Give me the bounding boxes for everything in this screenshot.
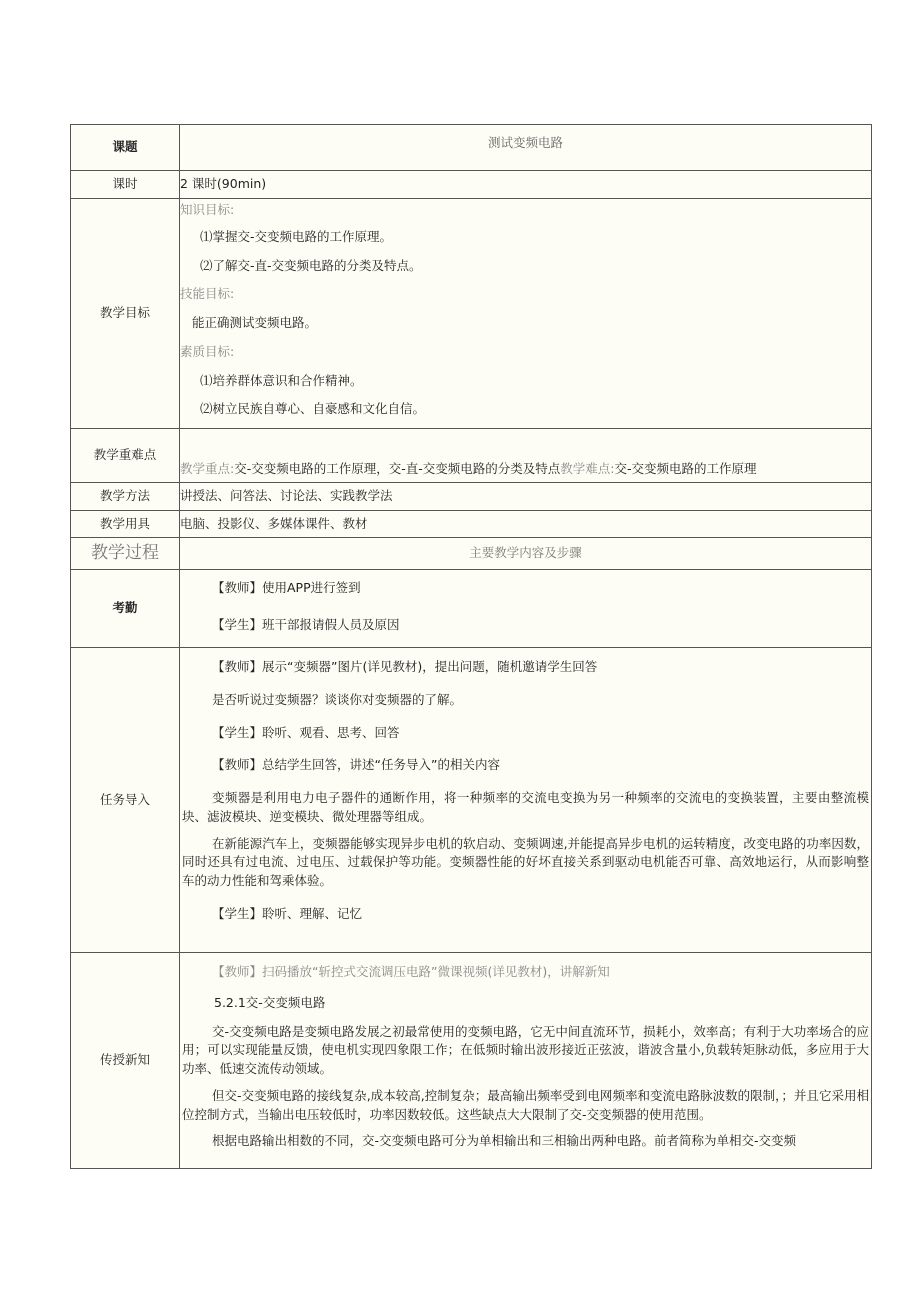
teach-paragraph-1: 交-交变频电路是变频电路发展之初最常使用的变频电路，它无中间直流环节，损耗小，效率高；有利于大功率场合的应用；可以实现能量反馈，使电机实现四象限工作；在低频时输出波形接近正弦波，谐波含量小,负载转矩脉动低，多应用于大功率、低速交流传动领域。 <box>182 1023 869 1076</box>
row-process-head <box>71 538 872 570</box>
content-heading: 主要教学内容及步骤 <box>180 538 872 570</box>
key-heading: 教学重点: <box>180 461 235 476</box>
intro-student-2: 【学生】聆听、理解、记忆 <box>212 905 363 921</box>
goals-label: 教学目标 <box>71 199 180 429</box>
intro-student-1: 【学生】聆听、观看、思考、回答 <box>212 724 400 740</box>
quality-item-1: ⑴培养群体意识和合作精神。 <box>200 372 363 388</box>
quality-item-2: ⑵树立民族自尊心、自豪感和文化自信。 <box>200 401 426 417</box>
hours-value: 2 课时(90min) <box>180 176 267 192</box>
row-teach <box>71 953 872 1169</box>
intro-teacher-2: 【教师】总结学生回答，讲述“任务导入”的相关内容 <box>212 757 500 773</box>
key-text: 交-交变频电路的工作原理，交-直-交变频电路的分类及特点 <box>234 461 561 476</box>
row-attendance <box>71 570 872 648</box>
quality-heading: 素质目标: <box>180 343 235 359</box>
intro-paragraph-1: 变频器是利用电力电子器件的通断作用，将一种频率的交流电变换为另一种频率的交流电的变换装置，主要由整流模块、滤波模块、逆变模块、微处理器等组成。 <box>182 790 869 824</box>
key-points-label: 教学重难点 <box>71 429 180 483</box>
intro-teacher-1: 【教师】展示“变频器”图片(详见教材)，提出问题，随机邀请学生回答 <box>212 659 598 674</box>
lesson-plan-table <box>70 124 872 1169</box>
tools-label: 教学用具 <box>71 511 180 538</box>
knowledge-item-1: ⑴掌握交-交变频电路的工作原理。 <box>200 228 393 244</box>
tools-value: 电脑、投影仪、多媒体课件、教材 <box>180 515 368 531</box>
attendance-student: 【学生】班干部报请假人员及原因 <box>212 616 400 632</box>
intro-paragraph-2: 在新能源汽车上，变频器能够实现异步电机的软启动、变频调速,并能提高异步电机的运转精度，改变电路的功率因数，同时还具有过电流、过电压、过载保护等功能。变频器性能的好坏直接关系到驱动电机能否可靠、高效地运行，从而影响整车的动力性能和驾乘体验。 <box>182 835 869 888</box>
teach-teacher: 【教师】扫码播放“斩控式交流调压电路”微课视频(详见教材)，讲解新知 <box>212 964 610 979</box>
skill-heading: 技能目标: <box>180 286 235 302</box>
process-heading: 教学过程 <box>71 538 180 570</box>
row-topic <box>71 125 872 171</box>
knowledge-item-2: ⑵了解交-直-交变频电路的分类及特点。 <box>200 257 422 273</box>
methods-label: 教学方法 <box>71 483 180 511</box>
topic-title: 测试变频电路 <box>180 125 872 171</box>
teach-section-title: 5.2.1交-交变频电路 <box>214 994 326 1010</box>
difficulty-text: 交-交变频电路的工作原理 <box>614 461 757 476</box>
teach-label: 传授新知 <box>71 953 180 1169</box>
attendance-teacher: 【教师】使用APP进行签到 <box>212 580 361 595</box>
teach-paragraph-2: 但交-交变频电路的接线复杂,成本较高,控制复杂；最高输出频率受到电网频率和变流电路脉波数的限制，；并且它采用相位控制方式，当输出电压较低时，功率因数较低。这些缺点大大限制了交-交变频器的使用范围。 <box>182 1087 869 1122</box>
hours-label: 课时 <box>71 171 180 199</box>
teach-paragraph-3: 根据电路输出相数的不同，交-交变频电路可分为单相输出和三相输出两种电路。前者简称为单相交-交变频 <box>212 1133 797 1149</box>
intro-question: 是否听说过变频器？谈谈你对变频器的了解。 <box>212 691 463 707</box>
attendance-label: 考勤 <box>71 570 180 648</box>
difficulty-heading: 教学难点: <box>560 461 615 476</box>
row-goals <box>71 199 872 429</box>
intro-label: 任务导入 <box>71 648 180 953</box>
skill-item-1: 能正确测试变频电路。 <box>192 315 318 330</box>
row-methods <box>71 483 872 511</box>
row-tools <box>71 511 872 538</box>
row-hours <box>71 171 872 199</box>
row-intro <box>71 648 872 953</box>
methods-value: 讲授法、问答法、讨论法、实践教学法 <box>180 488 393 504</box>
topic-label: 课题 <box>71 125 180 171</box>
knowledge-heading: 知识目标: <box>180 202 235 217</box>
row-key-points <box>71 429 872 483</box>
